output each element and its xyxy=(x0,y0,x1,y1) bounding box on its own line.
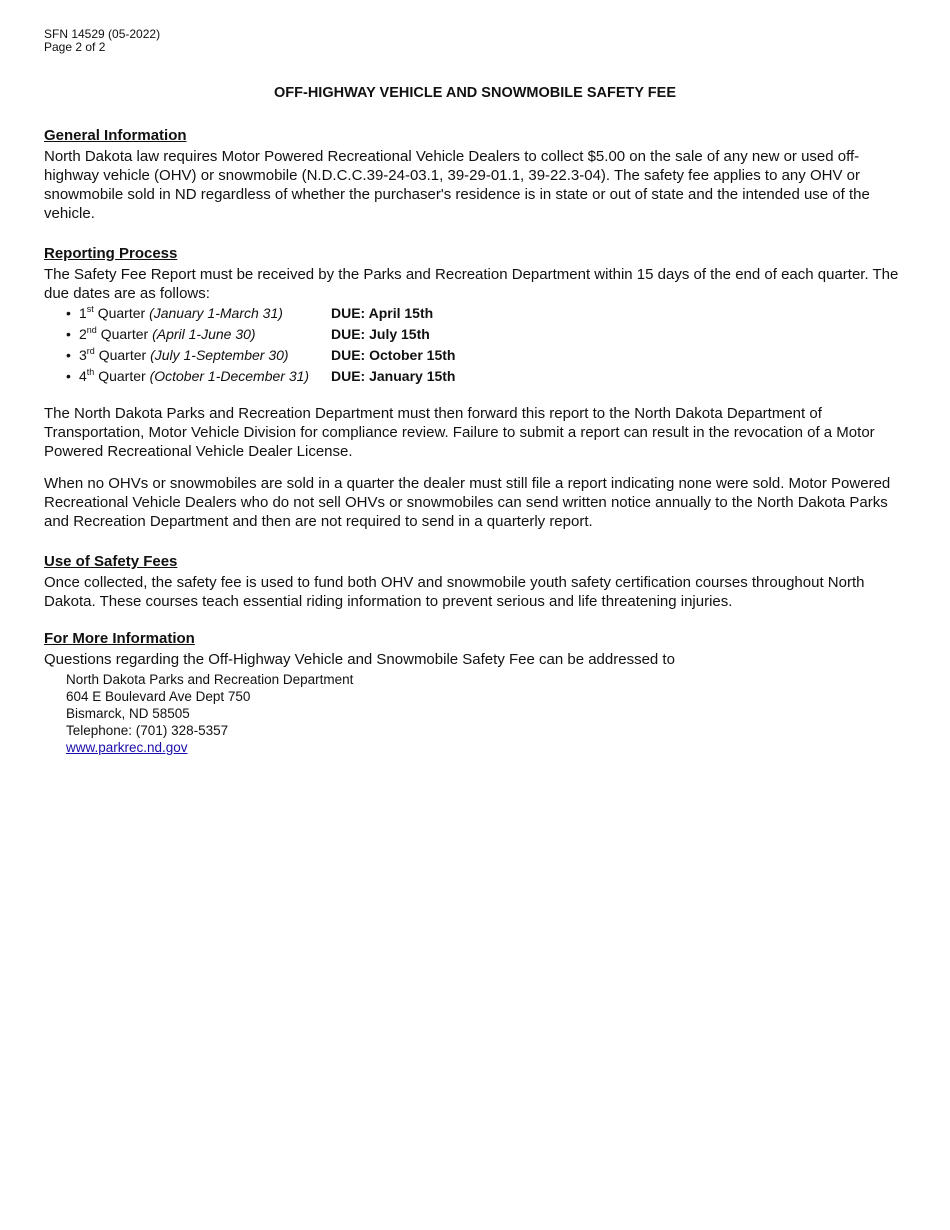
bullet: • xyxy=(66,305,71,321)
contact-block xyxy=(44,671,906,756)
page-number: Page 2 of 2 xyxy=(44,40,106,54)
reporting-heading: Reporting Process xyxy=(44,245,178,262)
general-body: North Dakota law requires Motor Powered Recreational Vehicle Dealers to collect $5.00 on the sale of any new or used off-highway vehicle (OHV) or snowmobile (N.D.C.C.39-24-03.1, 39-29-01.1, 39-22.3-04). The safety fee applies to any OHV or snowmobile sold in ND regardless of whether the purchaser's residence is in state or out of state and the intended use of the vehicle. xyxy=(44,148,870,222)
contact-organization: North Dakota Parks and Recreation Department xyxy=(66,672,354,687)
section-no-sales xyxy=(44,474,906,531)
quarter-label: 1st Quarter (January 1-March 31) xyxy=(79,304,283,321)
quarter-range: (January 1-March 31) xyxy=(149,305,283,321)
more-heading: For More Information xyxy=(44,630,195,647)
reporting-no-sales-paragraph: When no OHVs or snowmobiles are sold in a quarter the dealer must still file a report indicating none were sold. Motor Powered Recreational Vehicle Dealers who do not sell OHVs or snowmobiles can send written notice annually to the North Dakota Parks and Recreation Department and then are not required to send in a quarterly report. xyxy=(44,475,891,530)
section-more-information xyxy=(44,629,906,756)
quarter-due-date: DUE: January 15th xyxy=(331,368,456,384)
website-link[interactable]: www.parkrec.nd.gov xyxy=(66,740,188,755)
use-body: Once collected, the safety fee is used to fund both OHV and snowmobile youth safety certification courses throughout North Dakota. These courses teach essential riding information to prevent serious and life threatening injuries. xyxy=(44,574,865,610)
quarter-range: (October 1-December 31) xyxy=(149,368,310,384)
quarter-range: (April 1-June 30) xyxy=(152,326,256,342)
quarter-due-list xyxy=(44,303,906,387)
reporting-intro: The Safety Fee Report must be received by the Parks and Recreation Department within 15 days of the end of each quarter. The due dates are as follows: xyxy=(44,266,899,302)
quarter-due-date: DUE: July 15th xyxy=(331,326,430,342)
quarter-label: 2nd Quarter (April 1-June 30) xyxy=(79,325,256,342)
form-meta xyxy=(44,28,160,54)
list-item xyxy=(66,303,906,324)
general-heading: General Information xyxy=(44,127,187,144)
quarter-label: 3rd Quarter (July 1-September 30) xyxy=(79,346,289,363)
section-general-information xyxy=(44,126,906,223)
bullet: • xyxy=(66,326,71,342)
contact-city: Bismarck, ND 58505 xyxy=(66,706,190,721)
quarter-due-date: DUE: April 15th xyxy=(331,305,434,321)
section-use-of-safety-fees xyxy=(44,552,906,611)
more-intro: Questions regarding the Off-Highway Vehicle and Snowmobile Safety Fee can be addressed to xyxy=(44,651,675,668)
contact-street: 604 E Boulevard Ave Dept 750 xyxy=(66,689,251,704)
list-item xyxy=(66,345,906,366)
quarter-label: 4th Quarter (October 1-December 31) xyxy=(79,367,310,384)
quarter-range: (July 1-September 30) xyxy=(150,347,289,363)
list-item xyxy=(66,324,906,345)
quarter-due-date: DUE: October 15th xyxy=(331,347,456,363)
bullet: • xyxy=(66,347,71,363)
contact-phone: Telephone: (701) 328-5357 xyxy=(66,723,229,738)
list-item xyxy=(66,366,906,387)
section-reporting-process xyxy=(44,244,906,387)
use-heading: Use of Safety Fees xyxy=(44,553,178,570)
section-forwarding xyxy=(44,404,906,461)
reporting-forward-paragraph: The North Dakota Parks and Recreation Department must then forward this report to the North Dakota Department of Transportation, Motor Vehicle Division for compliance review. Failure to submit a report can result in the revocation of a Motor Powered Recreational Vehicle Dealer License. xyxy=(44,405,875,460)
bullet: • xyxy=(66,368,71,384)
form-number: SFN 14529 (05-2022) xyxy=(44,27,161,41)
document-title: OFF-HIGHWAY VEHICLE AND SNOWMOBILE SAFETY FEE xyxy=(274,85,676,101)
